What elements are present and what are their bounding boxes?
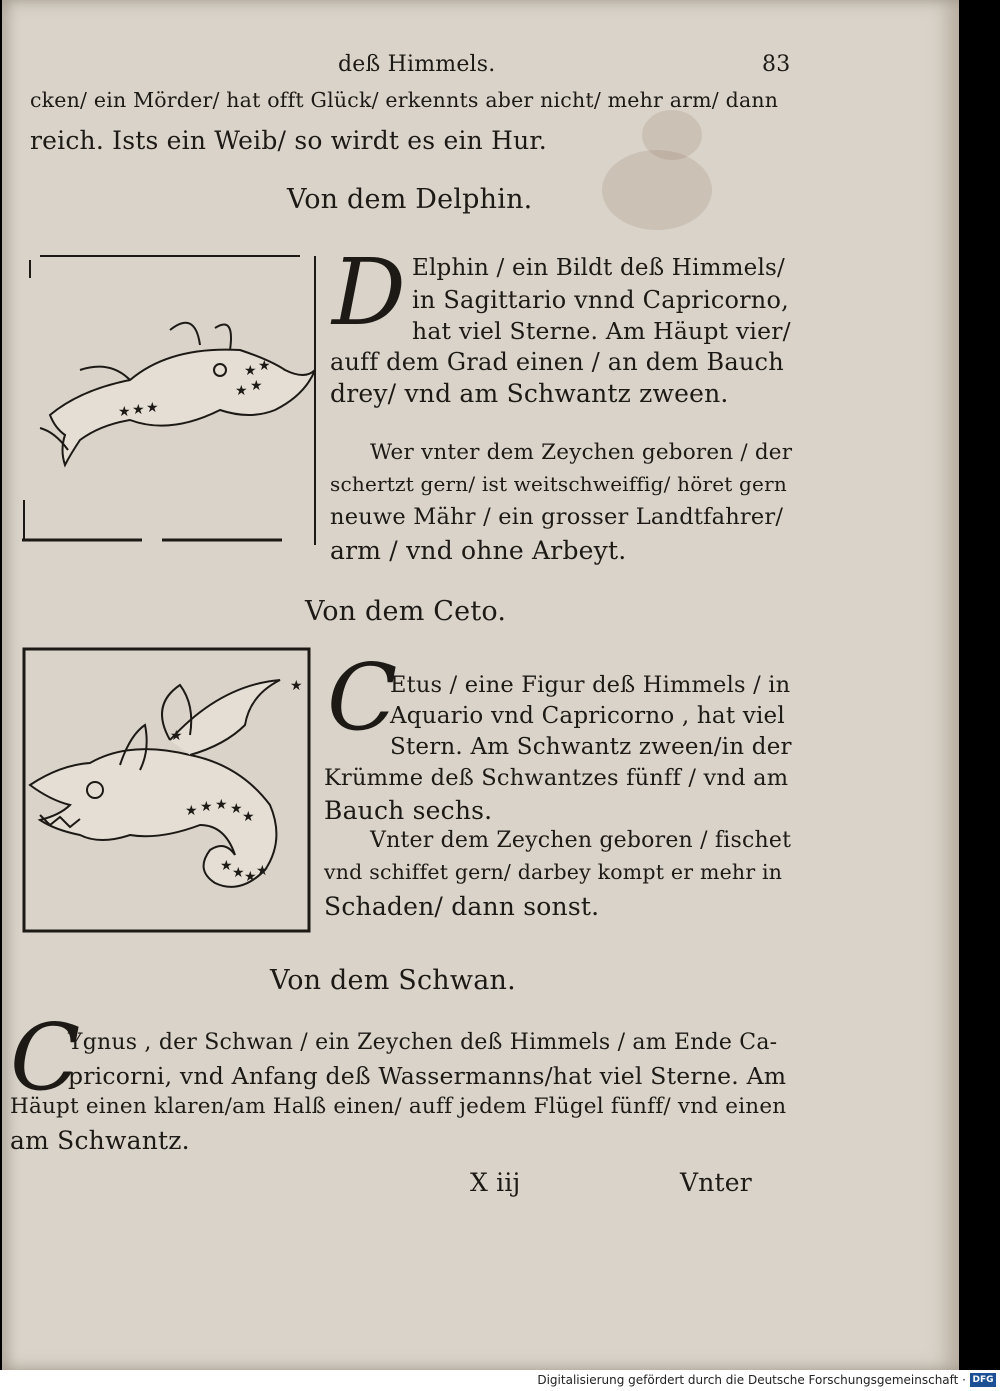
section-heading-ceto: Von dem Ceto. (305, 596, 507, 627)
svg-text:★: ★ (200, 799, 213, 815)
signature-mark: X iij (470, 1168, 521, 1197)
text-line: Wer vnter dem Zeychen geboren / der (370, 440, 793, 465)
text-line: auff dem Grad einen / an dem Bauch (330, 348, 784, 376)
svg-text:★: ★ (290, 678, 303, 694)
sea-monster-woodcut (20, 645, 315, 935)
text-line: schertzt gern/ ist weitschweiffig/ höret gern (330, 472, 787, 496)
svg-text:★: ★ (132, 402, 145, 418)
svg-text:★: ★ (250, 378, 263, 394)
text-line: hat viel Sterne. Am Häupt vier/ (412, 317, 791, 345)
paper-stain (642, 110, 702, 160)
text-line: reich. Ists ein Weib/ so wirdt es ein Hur. (30, 126, 547, 155)
text-line: Aquario vnd Capricorno , hat viel (390, 703, 785, 729)
text-line: neuwe Mähr / ein grosser Landtfahrer/ (330, 504, 784, 530)
text-line: Häupt einen klaren/am Halß einen/ auff jedem Flügel fünff/ vnd einen (10, 1094, 787, 1119)
text-line: in Sagittario vnnd Capricorno, (412, 286, 789, 314)
svg-text:★: ★ (242, 809, 255, 825)
text-line: drey/ vnd am Schwantz zween. (330, 379, 729, 408)
svg-text:★: ★ (230, 801, 243, 817)
dfg-logo: DFG (970, 1373, 996, 1387)
running-title: deß Himmels. (338, 52, 496, 77)
text-line: Vnter dem Zeychen geboren / fischet (370, 828, 792, 853)
svg-text:★: ★ (258, 358, 271, 374)
svg-text:★: ★ (170, 728, 183, 744)
text-line: Krümme deß Schwantzes fünff / vnd am (324, 765, 789, 791)
dropcap-c: C (10, 1004, 81, 1111)
dolphin-woodcut (20, 250, 320, 555)
text-line: Schaden/ dann sonst. (324, 892, 600, 921)
page-number: 83 (762, 52, 791, 77)
svg-text:★: ★ (235, 383, 248, 399)
text-line: arm / vnd ohne Arbeyt. (330, 536, 627, 565)
text-line: Bauch sechs. (324, 796, 493, 825)
svg-text:★: ★ (220, 858, 233, 874)
paper-stain (602, 150, 712, 230)
svg-text:★: ★ (232, 865, 245, 881)
svg-text:★: ★ (146, 400, 159, 416)
text-line: pricorni, vnd Anfang deß Wassermanns/hat viel Sterne. Am (68, 1062, 787, 1090)
dfg-credit-text: Digitalisierung gefördert durch die Deutsche Forschungsgemeinschaft · (537, 1373, 966, 1387)
text-line: Stern. Am Schwantz zween/in der (390, 734, 792, 760)
section-heading-schwan: Von dem Schwan. (270, 965, 516, 996)
svg-text:★: ★ (256, 863, 269, 879)
svg-text:★: ★ (185, 803, 198, 819)
svg-text:★: ★ (215, 797, 228, 813)
footer-bar (0, 1370, 1000, 1391)
book-page (2, 0, 959, 1370)
text-line: Elphin / ein Bildt deß Himmels/ (412, 255, 785, 281)
text-line: Etus / eine Figur deß Himmels / in (390, 672, 791, 698)
text-line: cken/ ein Mörder/ hat offt Glück/ erkennts aber nicht/ mehr arm/ dann (30, 88, 779, 112)
dropcap-c: C (327, 644, 398, 751)
text-line: Ygnus , der Schwan / ein Zeychen deß Himmels / am Ende Ca- (68, 1030, 778, 1055)
svg-text:★: ★ (244, 869, 257, 885)
text-line: am Schwantz. (10, 1126, 190, 1155)
dropcap-d: D (332, 239, 406, 346)
section-heading-delphin: Von dem Delphin. (287, 184, 533, 215)
text-line: vnd schiffet gern/ darbey kompt er mehr in (324, 860, 783, 884)
svg-text:★: ★ (118, 404, 131, 420)
svg-text:★: ★ (244, 363, 257, 379)
catchword: Vnter (680, 1168, 752, 1197)
